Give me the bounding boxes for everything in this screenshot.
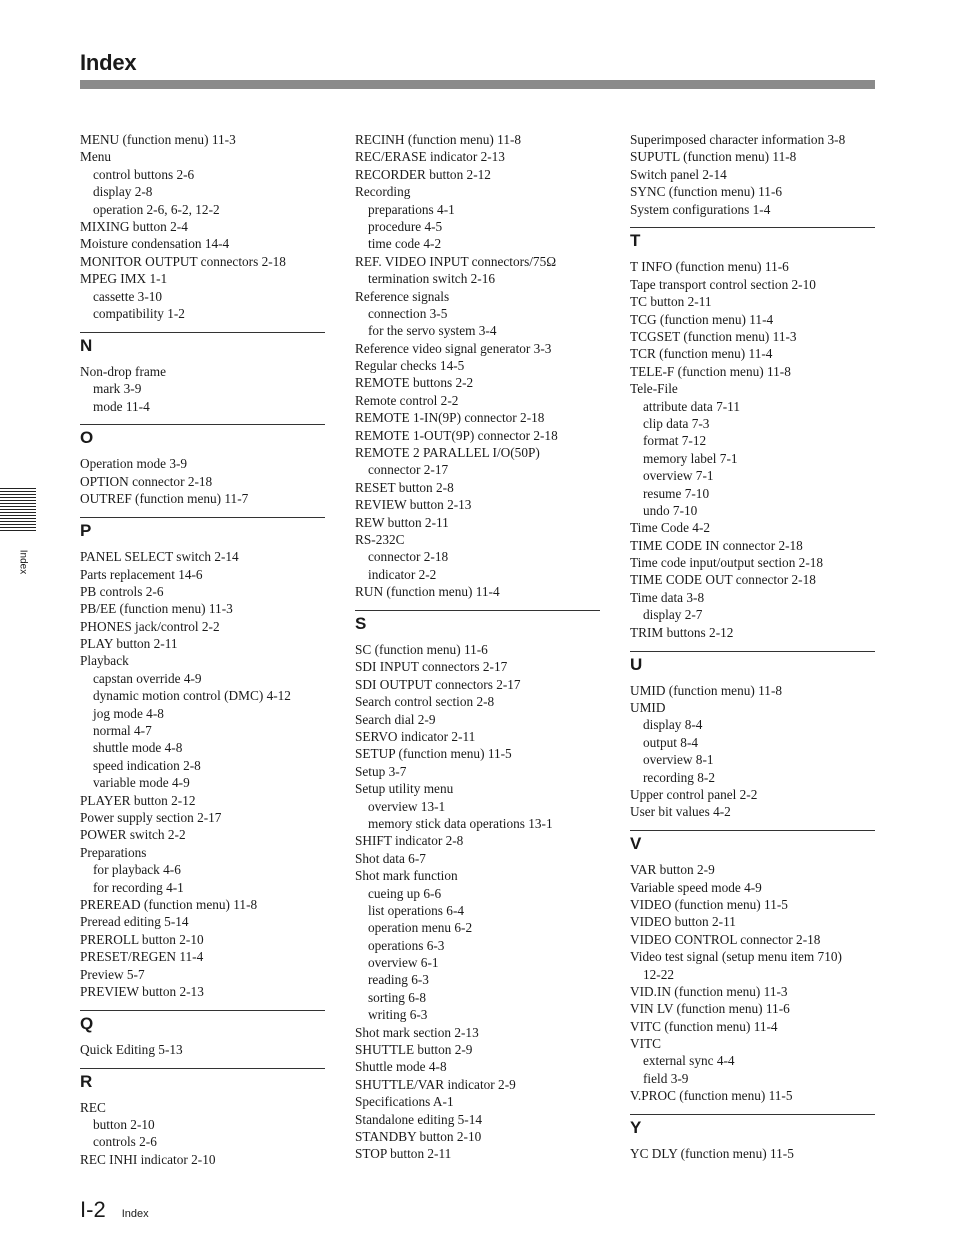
index-entry: REC/ERASE indicator 2-13 bbox=[355, 149, 505, 165]
index-entry: Specifications A-1 bbox=[355, 1094, 454, 1110]
index-entry: POWER switch 2-2 bbox=[80, 827, 186, 843]
index-entry: SHIFT indicator 2-8 bbox=[355, 833, 464, 849]
index-subentry: compatibility 1-2 bbox=[93, 305, 185, 321]
index-entry: Recording bbox=[355, 184, 411, 200]
section-thumb-tab bbox=[0, 488, 36, 532]
index-entry: Time code input/output section 2-18 bbox=[630, 555, 824, 571]
index-entry: Video test signal (setup menu item 710) bbox=[630, 949, 842, 965]
index-entry: Setup 3-7 bbox=[355, 763, 407, 779]
index-entry: SERVO indicator 2-11 bbox=[355, 729, 476, 744]
index-entry: TCR (function menu) 11-4 bbox=[630, 346, 773, 362]
index-subentry: memory label 7-1 bbox=[643, 450, 738, 466]
index-entry: UMID bbox=[630, 699, 666, 715]
index-entry: SDI OUTPUT connectors 2-17 bbox=[355, 676, 521, 692]
index-subentry: preparations 4-1 bbox=[368, 201, 455, 217]
index-entry: VITC (function menu) 11-4 bbox=[630, 1018, 778, 1034]
index-entry: VIDEO CONTROL connector 2-18 bbox=[630, 931, 821, 947]
index-entry: MIXING button 2-4 bbox=[80, 218, 188, 234]
index-entry: Switch panel 2-14 bbox=[630, 166, 727, 182]
footer-section-label: Index bbox=[121, 1208, 149, 1220]
index-entry: PLAY button 2-11 bbox=[80, 636, 178, 652]
index-entry: Shot mark section 2-13 bbox=[355, 1024, 479, 1040]
index-subentry: mode 11-4 bbox=[93, 398, 150, 414]
index-subentry: field 3-9 bbox=[643, 1070, 689, 1086]
index-subentry: jog mode 4-8 bbox=[93, 705, 164, 721]
letter-heading-p bbox=[80, 517, 325, 548]
index-subentry: display 8-4 bbox=[643, 717, 703, 733]
index-entry: PREREAD (function menu) 11-8 bbox=[80, 896, 258, 912]
index-entry: Standalone editing 5-14 bbox=[355, 1111, 483, 1127]
index-subentry: connector 2-17 bbox=[368, 462, 449, 478]
index-subentry: variable mode 4-9 bbox=[93, 775, 190, 791]
index-entry: RESET button 2-8 bbox=[355, 479, 454, 495]
index-entry: REW button 2-11 bbox=[355, 514, 449, 530]
index-entry: Superimposed character information 3-8 bbox=[630, 132, 846, 147]
index-subentry: connector 2-18 bbox=[368, 549, 449, 565]
letter-heading-u bbox=[630, 651, 875, 682]
index-entry: TIME CODE IN connector 2-18 bbox=[630, 537, 803, 553]
index-subentry: speed indication 2-8 bbox=[93, 757, 201, 773]
index-entry: TELE-F (function menu) 11-8 bbox=[630, 363, 791, 379]
letter-heading-text: T bbox=[630, 231, 641, 251]
letter-heading-q bbox=[80, 1010, 325, 1041]
index-subentry: sorting 6-8 bbox=[368, 989, 426, 1005]
index-entry: PREROLL button 2-10 bbox=[80, 931, 204, 947]
index-entry: PHONES jack/control 2-2 bbox=[80, 618, 220, 634]
index-subentry: cueing up 6-6 bbox=[368, 885, 442, 901]
index-entry: SHUTTLE/VAR indicator 2-9 bbox=[355, 1076, 516, 1092]
index-entry: VIDEO button 2-11 bbox=[630, 914, 736, 930]
index-entry: Search control section 2-8 bbox=[355, 694, 495, 710]
letter-heading-text: P bbox=[80, 521, 92, 541]
index-subentry: resume 7-10 bbox=[643, 485, 710, 501]
letter-heading-text: Q bbox=[80, 1013, 94, 1033]
letter-heading-s bbox=[355, 610, 600, 641]
index-subentry: normal 4-7 bbox=[93, 723, 152, 739]
index-subentry: overview 6-1 bbox=[368, 955, 439, 971]
letter-heading-text: S bbox=[355, 614, 367, 634]
index-entry: YC DLY (function menu) 11-5 bbox=[630, 1146, 794, 1162]
index-subentry: termination switch 2-16 bbox=[368, 271, 496, 287]
index-entry: Operation mode 3-9 bbox=[80, 456, 188, 472]
index-entry: T INFO (function menu) 11-6 bbox=[630, 259, 789, 275]
index-subentry: undo 7-10 bbox=[643, 502, 698, 518]
index-entry: VIDEO (function menu) 11-5 bbox=[630, 896, 788, 912]
index-entry: Remote control 2-2 bbox=[355, 392, 459, 408]
index-subentry: overview 13-1 bbox=[368, 798, 446, 814]
index-entry: Preview 5-7 bbox=[80, 966, 145, 982]
index-subentry: memory stick data operations 13-1 bbox=[368, 815, 553, 831]
index-entry: Preread editing 5-14 bbox=[80, 914, 189, 930]
index-entry: STOP button 2-11 bbox=[355, 1146, 452, 1162]
index-entry: REMOTE 1-IN(9P) connector 2-18 bbox=[355, 410, 545, 426]
index-subentry: external sync 4-4 bbox=[643, 1053, 735, 1069]
index-entry: REVIEW button 2-13 bbox=[355, 497, 472, 513]
letter-heading-text: O bbox=[80, 428, 94, 448]
index-entry: TCGSET (function menu) 11-3 bbox=[630, 329, 797, 345]
index-entry: System configurations 1-4 bbox=[630, 201, 771, 217]
index-entry: OUTREF (function menu) 11-7 bbox=[80, 491, 249, 507]
index-entry: MPEG IMX 1-1 bbox=[80, 271, 168, 287]
index-entry: Variable speed mode 4-9 bbox=[630, 879, 762, 895]
index-subentry: display 2-7 bbox=[643, 607, 703, 623]
index-entry: VAR button 2-9 bbox=[630, 862, 715, 878]
index-subentry: writing 6-3 bbox=[368, 1007, 428, 1023]
index-entry: REC bbox=[80, 1099, 106, 1115]
index-entry: RS-232C bbox=[355, 531, 405, 547]
index-subentry: clip data 7-3 bbox=[643, 415, 710, 431]
index-subentry: connection 3-5 bbox=[368, 305, 448, 321]
index-entry: TC button 2-11 bbox=[630, 294, 712, 310]
letter-heading-text: Y bbox=[630, 1118, 642, 1138]
index-entry: SETUP (function menu) 11-5 bbox=[355, 746, 512, 762]
index-entry: VIN LV (function menu) 11-6 bbox=[630, 1001, 790, 1017]
index-entry: Playback bbox=[80, 653, 129, 669]
index-subentry: for recording 4-1 bbox=[93, 879, 184, 895]
index-subentry: operation menu 6-2 bbox=[368, 920, 473, 936]
index-subentry: operation 2-6, 6-2, 12-2 bbox=[93, 201, 220, 217]
index-entry: SUPUTL (function menu) 11-8 bbox=[630, 149, 797, 165]
index-entry: PB controls 2-6 bbox=[80, 583, 164, 599]
index-entry: Time data 3-8 bbox=[630, 589, 705, 605]
letter-heading-text: V bbox=[630, 834, 642, 854]
page-footer bbox=[80, 1196, 149, 1224]
index-entry: REMOTE 1-OUT(9P) connector 2-18 bbox=[355, 427, 558, 443]
letter-heading-o bbox=[80, 424, 325, 455]
index-entry: VID.IN (function menu) 11-3 bbox=[630, 983, 788, 999]
title-rule bbox=[80, 80, 875, 89]
index-subentry: for playback 4-6 bbox=[93, 862, 181, 878]
index-entry: MONITOR OUTPUT connectors 2-18 bbox=[80, 253, 286, 269]
index-entry: Power supply section 2-17 bbox=[80, 810, 222, 825]
index-subentry: overview 7-1 bbox=[643, 468, 714, 484]
letter-heading-n bbox=[80, 332, 325, 363]
index-subentry: indicator 2-2 bbox=[368, 566, 437, 582]
index-entry: Preparations bbox=[80, 844, 147, 860]
index-entry: Menu bbox=[80, 149, 112, 165]
index-entry: PANEL SELECT switch 2-14 bbox=[80, 549, 239, 565]
index-entry: V.PROC (function menu) 11-5 bbox=[630, 1088, 793, 1104]
letter-heading-t bbox=[630, 227, 875, 258]
index-entry: SDI INPUT connectors 2-17 bbox=[355, 659, 508, 675]
index-entry: User bit values 4-2 bbox=[630, 804, 731, 820]
index-entry: TCG (function menu) 11-4 bbox=[630, 311, 774, 327]
index-subentry: controls 2-6 bbox=[93, 1134, 157, 1150]
index-entry: Time Code 4-2 bbox=[630, 520, 711, 536]
index-entry: Non-drop frame bbox=[80, 363, 167, 379]
index-subentry: list operations 6-4 bbox=[368, 902, 465, 918]
index-subentry: shuttle mode 4-8 bbox=[93, 740, 183, 756]
index-entry: Shot data 6-7 bbox=[355, 850, 426, 866]
index-entry: UMID (function menu) 11-8 bbox=[630, 682, 783, 698]
index-column-1 bbox=[80, 131, 325, 1168]
index-entry: Tape transport control section 2-10 bbox=[630, 276, 816, 292]
index-entry: SHUTTLE button 2-9 bbox=[355, 1042, 473, 1058]
page-title: Index bbox=[80, 50, 137, 75]
index-entry: REF. VIDEO INPUT connectors/75Ω bbox=[355, 253, 557, 269]
index-entry: Quick Editing 5-13 bbox=[80, 1041, 183, 1057]
index-entry: Setup utility menu bbox=[355, 781, 454, 797]
index-entry: REMOTE 2 PARALLEL I/O(50P) bbox=[355, 445, 540, 461]
index-entry: PB/EE (function menu) 11-3 bbox=[80, 601, 233, 617]
side-tab-label: Index bbox=[17, 549, 29, 575]
index-entry: RECORDER button 2-12 bbox=[355, 166, 491, 182]
letter-heading-y bbox=[630, 1114, 875, 1145]
index-entry: MENU (function menu) 11-3 bbox=[80, 132, 236, 147]
index-entry: STANDBY button 2-10 bbox=[355, 1128, 482, 1144]
index-subentry: mark 3-9 bbox=[93, 381, 142, 397]
index-entry: REC INHI indicator 2-10 bbox=[80, 1151, 216, 1167]
index-subentry: control buttons 2-6 bbox=[93, 166, 195, 182]
index-column-2 bbox=[355, 131, 600, 1163]
index-entry: Parts replacement 14-6 bbox=[80, 566, 203, 582]
index-subentry: output 8-4 bbox=[643, 734, 699, 750]
letter-heading-v bbox=[630, 830, 875, 861]
index-entry: OPTION connector 2-18 bbox=[80, 473, 213, 489]
index-entry: PREVIEW button 2-13 bbox=[80, 983, 204, 999]
index-subentry: time code 4-2 bbox=[368, 236, 442, 252]
index-subentry: recording 8-2 bbox=[643, 769, 715, 785]
index-entry: Moisture condensation 14-4 bbox=[80, 236, 230, 252]
index-column-3 bbox=[630, 131, 875, 1163]
letter-heading-text: N bbox=[80, 335, 93, 355]
index-entry: Search dial 2-9 bbox=[355, 711, 436, 727]
index-subentry: overview 8-1 bbox=[643, 752, 714, 768]
index-entry: PRESET/REGEN 11-4 bbox=[80, 949, 204, 965]
index-subentry: cassette 3-10 bbox=[93, 288, 163, 304]
index-subentry: display 2-8 bbox=[93, 184, 153, 200]
index-entry: SYNC (function menu) 11-6 bbox=[630, 184, 783, 200]
index-entry: Upper control panel 2-2 bbox=[630, 786, 758, 802]
index-entry: SC (function menu) 11-6 bbox=[355, 642, 488, 658]
index-entry: RECINH (function menu) 11-8 bbox=[355, 132, 522, 147]
index-entry: Tele-File bbox=[630, 381, 678, 397]
index-entry: Regular checks 14-5 bbox=[355, 358, 465, 374]
index-entry: Shot mark function bbox=[355, 868, 458, 884]
index-entry: Reference signals bbox=[355, 288, 450, 304]
index-subentry: format 7-12 bbox=[643, 433, 707, 449]
index-entry: PLAYER button 2-12 bbox=[80, 792, 196, 808]
letter-heading-text: U bbox=[630, 654, 643, 674]
index-subentry: 12-22 bbox=[643, 966, 675, 982]
index-entry: TIME CODE OUT connector 2-18 bbox=[630, 572, 816, 588]
index-entry: VITC bbox=[630, 1036, 662, 1052]
index-subentry: operations 6-3 bbox=[368, 937, 445, 953]
index-subentry: capstan override 4-9 bbox=[93, 670, 202, 686]
index-entry: Reference video signal generator 3-3 bbox=[355, 340, 552, 356]
index-subentry: dynamic motion control (DMC) 4-12 bbox=[93, 688, 291, 704]
index-entry: Shuttle mode 4-8 bbox=[355, 1059, 447, 1075]
index-entry: REMOTE buttons 2-2 bbox=[355, 375, 474, 391]
index-subentry: procedure 4-5 bbox=[368, 218, 443, 234]
index-subentry: for the servo system 3-4 bbox=[368, 323, 497, 339]
index-subentry: button 2-10 bbox=[93, 1117, 155, 1133]
index-entry: RUN (function menu) 11-4 bbox=[355, 584, 500, 600]
index-entry: TRIM buttons 2-12 bbox=[630, 624, 734, 640]
page-number: I-2 bbox=[80, 1197, 106, 1222]
index-subentry: attribute data 7-11 bbox=[643, 398, 740, 414]
letter-heading-text: R bbox=[80, 1071, 93, 1091]
letter-heading-r bbox=[80, 1068, 325, 1099]
index-subentry: reading 6-3 bbox=[368, 972, 429, 988]
